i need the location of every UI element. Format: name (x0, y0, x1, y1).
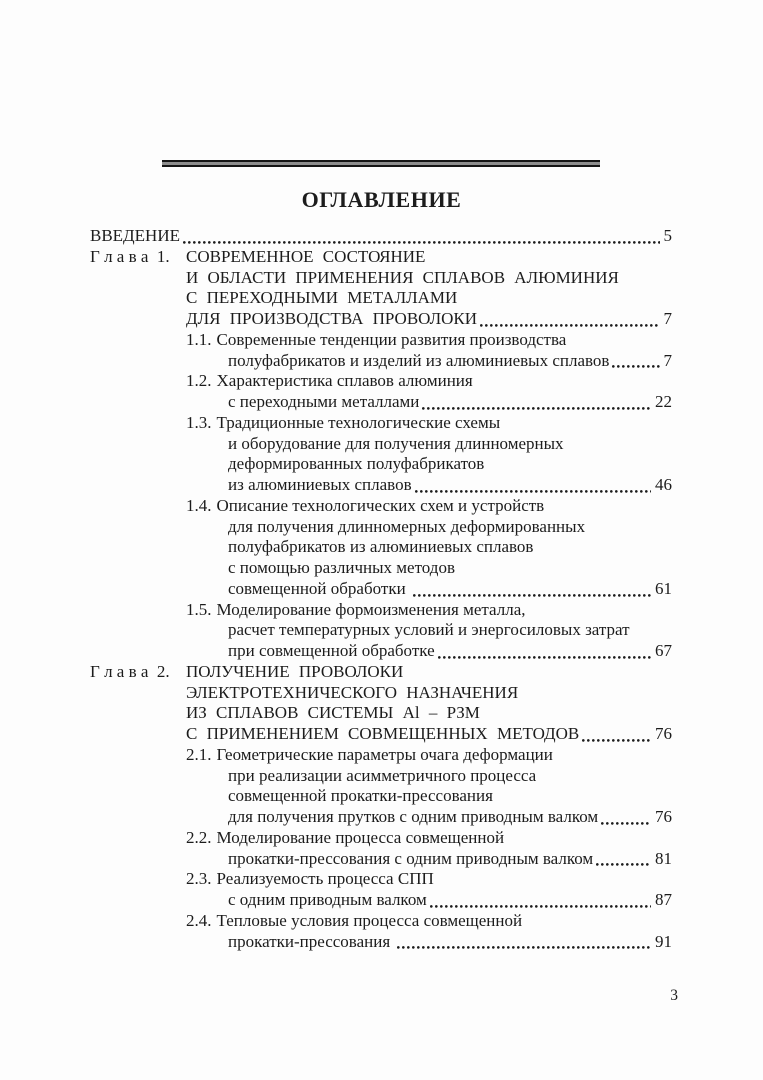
toc-line-text: ДЛЯ ПРОИЗВОДСТВА ПРОВОЛОКИ (186, 309, 478, 328)
toc-page-number: 81 (655, 848, 672, 868)
section-number: 1.2. (186, 371, 212, 391)
dot-leader (412, 475, 655, 496)
toc-line (186, 330, 672, 351)
toc-line-text: Традиционные технологические схемы (216, 412, 501, 432)
toc-line (228, 558, 672, 579)
toc-page-number: 91 (655, 931, 672, 951)
toc-line-text: Тепловые условия процесса совмещенной (216, 910, 523, 930)
section-number: 2.2. (186, 827, 212, 847)
toc-line-text: из алюминиевых сплавов (228, 475, 412, 494)
toc-line-text: ИЗ СПЛАВОВ СИСТЕМЫ Al – РЗМ (186, 703, 480, 723)
toc-line (186, 288, 672, 309)
toc-line (186, 600, 672, 621)
toc-line (228, 620, 672, 641)
toc-line-text: И ОБЛАСТИ ПРИМЕНЕНИЯ СПЛАВОВ АЛЮМИНИЯ (186, 267, 619, 287)
toc-line (186, 703, 672, 724)
toc-line-text: для получения прутков с одним приводным валком (228, 807, 599, 826)
toc-line-text: и оборудование для получения длинномерных (228, 433, 564, 453)
toc-page-number: 67 (655, 641, 672, 660)
toc-line (228, 434, 672, 455)
toc-line (186, 683, 672, 704)
toc-entry (90, 330, 672, 372)
toc-page-number: 22 (655, 392, 672, 411)
toc-line-text: Современные тенденции развития производства (216, 329, 567, 349)
toc-line (186, 828, 672, 849)
toc-line-text: СОВРЕМЕННОЕ СОСТОЯНИЕ (186, 246, 426, 266)
toc-line-text: с переходными металлами (228, 392, 420, 411)
toc-line-text: прокатки-прессования (228, 931, 395, 951)
toc-line (186, 309, 672, 330)
toc-entry (90, 247, 672, 330)
toc-line-text: для получения длинномерных деформированных (228, 516, 586, 536)
toc-line (186, 268, 672, 289)
toc-line (228, 351, 672, 372)
toc-entry (90, 371, 672, 413)
toc-line-text: Геометрические параметры очага деформации (216, 744, 553, 764)
toc-line-text: полуфабрикатов и изделий из алюминиевых сплавов (228, 350, 610, 370)
toc-entry (90, 745, 672, 828)
dot-leader (609, 351, 663, 372)
section-number: 2.1. (186, 744, 212, 764)
section-number: 1.4. (186, 495, 212, 515)
toc-line (228, 454, 672, 475)
toc-line-text: деформированных полуфабрикатов (228, 454, 485, 474)
toc-line (228, 579, 672, 600)
toc-page-number: 76 (655, 807, 672, 826)
section-number: 1.1. (186, 329, 212, 349)
section-number: 1.3. (186, 412, 212, 432)
toc-line-text: полуфабрикатов из алюминиевых сплавов (228, 537, 534, 557)
toc-line (228, 807, 672, 828)
dot-leader (180, 226, 664, 247)
toc-page-number: 46 (655, 475, 672, 494)
toc-line (90, 226, 672, 247)
dot-leader (427, 890, 655, 911)
header-double-rule (162, 160, 600, 167)
toc-line (186, 911, 672, 932)
section-number: 2.3. (186, 869, 212, 889)
toc-line-text: С ПЕРЕХОДНЫМИ МЕТАЛЛАМИ (186, 288, 458, 308)
toc-line-text: при реализации асимметричного процесса (228, 765, 537, 785)
dot-leader (477, 309, 663, 330)
toc-entry (90, 662, 672, 745)
toc-line-text: совмещенной прокатки-прессования (228, 786, 493, 806)
toc-line (90, 247, 672, 268)
dot-leader (598, 807, 655, 828)
toc-line-text: Реализуемость процесса СПП (216, 869, 434, 889)
toc-line (186, 869, 672, 890)
toc-line-text: Моделирование формоизменения металла, (216, 599, 526, 619)
toc-page-number: 5 (663, 226, 672, 245)
toc-entry (90, 496, 672, 600)
toc-line-text: ВВЕДЕНИЕ (90, 226, 180, 245)
toc-entry (90, 869, 672, 911)
toc-line (186, 413, 672, 434)
section-number: 2.4. (186, 910, 212, 930)
toc-page-number: 7 (663, 350, 672, 370)
toc-page-number: 76 (655, 724, 672, 743)
toc (90, 226, 672, 952)
toc-line (228, 890, 672, 911)
toc-line-text: с одним приводным валком (228, 890, 427, 909)
dot-leader (579, 724, 655, 745)
toc-line-text: при совмещенной обработке (228, 641, 435, 660)
toc-entry (90, 226, 672, 247)
toc-line (186, 745, 672, 766)
toc-line (186, 371, 672, 392)
toc-line-text: Характеристика сплавов алюминия (216, 371, 473, 391)
toc-page-number: 61 (655, 578, 672, 598)
toc-line (228, 932, 672, 953)
toc-line-text: С ПРИМЕНЕНИЕМ СОВМЕЩЕННЫХ МЕТОДОВ (186, 724, 580, 743)
toc-line (228, 517, 672, 538)
toc-page-number: 87 (655, 890, 672, 909)
toc-line (186, 496, 672, 517)
dot-leader (435, 641, 655, 662)
toc-line-text: расчет температурных условий и энергосиловых затрат (228, 620, 630, 640)
dot-leader (410, 579, 655, 600)
toc-line-text: Моделирование процесса совмещенной (216, 827, 505, 847)
dot-leader (394, 932, 655, 953)
toc-line (228, 766, 672, 787)
toc-line (228, 641, 672, 662)
toc-line (228, 786, 672, 807)
toc-entry (90, 911, 672, 953)
toc-entry (90, 413, 672, 496)
toc-line-text: ПОЛУЧЕНИЕ ПРОВОЛОКИ (186, 661, 404, 681)
toc-page-number: 7 (663, 309, 672, 328)
toc-line (228, 537, 672, 558)
chapter-label: Г л а в а 2. (90, 661, 170, 681)
footer-page-number: 3 (670, 987, 678, 1004)
toc-line-text: совмещенной обработки (228, 578, 410, 598)
toc-line-text: с помощью различных методов (228, 558, 455, 577)
dot-leader (593, 849, 655, 870)
toc-line (228, 849, 672, 870)
toc-entry (90, 600, 672, 662)
toc-line (90, 662, 672, 683)
dot-leader (419, 392, 655, 413)
toc-line-text: Описание технологических схем и устройств (216, 495, 545, 515)
toc-line-text: прокатки-прессования с одним приводным валком (228, 848, 594, 868)
section-number: 1.5. (186, 599, 212, 619)
toc-line (186, 724, 672, 745)
toc-line (228, 475, 672, 496)
toc-line (228, 392, 672, 413)
chapter-label: Г л а в а 1. (90, 246, 170, 266)
toc-entry (90, 828, 672, 870)
page-title: ОГЛАВЛЕНИЕ (301, 187, 462, 212)
toc-line-text: ЭЛЕКТРОТЕХНИЧЕСКОГО НАЗНАЧЕНИЯ (186, 682, 519, 702)
